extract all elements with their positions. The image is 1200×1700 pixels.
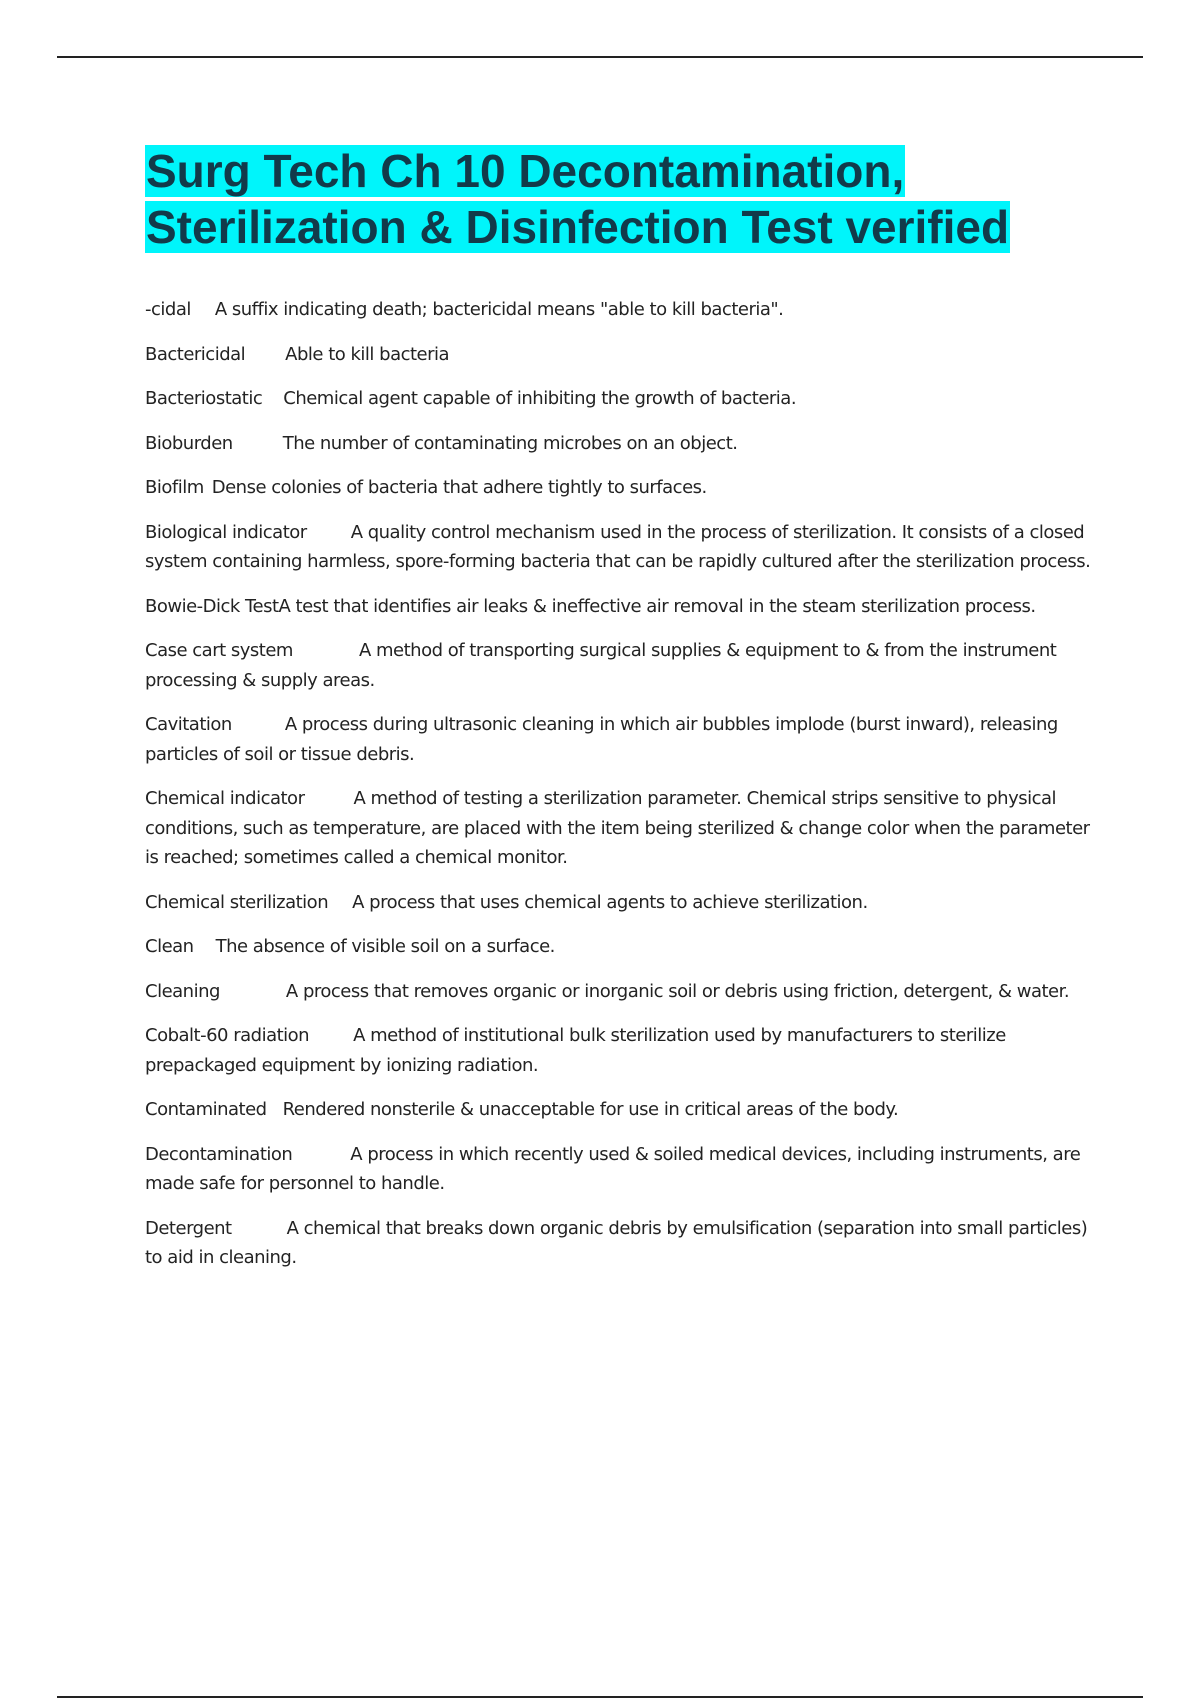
- glossary-entry-biological-indicator: [145, 518, 1095, 577]
- glossary-term: Clean: [145, 936, 194, 957]
- glossary-definition: A suffix indicating death; bactericidal means "able to kill bacteria".: [214, 299, 784, 320]
- document-body: [145, 143, 1095, 1288]
- glossary-entry-clean: [145, 932, 1095, 962]
- glossary-definition: A method of institutional bulk sterilization used by manufacturers to sterilize prepackaged equipment by ionizing radiation.: [145, 1025, 1006, 1076]
- glossary-definition: A quality control mechanism used in the process of sterilization. It consists of a closed system containing harmless, spore-forming bacteria that can be rapidly cultured after the sterilization process.: [145, 521, 1091, 572]
- glossary-term: Chemical sterilization: [145, 891, 329, 913]
- glossary-definition: Dense colonies of bacteria that adhere tightly to surfaces.: [211, 477, 707, 498]
- glossary-definition: A process that uses chemical agents to achieve sterilization.: [352, 891, 868, 913]
- glossary-definition: Chemical agent capable of inhibiting the growth of bacteria.: [283, 388, 797, 409]
- glossary-term: Contaminated: [145, 1099, 267, 1120]
- glossary-entry-bactericidal: [145, 340, 1095, 370]
- glossary-term: Bactericidal: [145, 343, 246, 365]
- glossary-entry-cavitation: [145, 710, 1095, 769]
- glossary-term: Biofilm: [145, 477, 204, 498]
- glossary-entry-chemical-indicator: [145, 784, 1095, 873]
- glossary-term: Bioburden: [145, 432, 233, 454]
- glossary-definition: A chemical that breaks down organic debris by emulsification (separation into small particles) to aid in cleaning.: [145, 1217, 1088, 1268]
- glossary-list: [145, 295, 1095, 1273]
- glossary-definition: A process in which recently used & soiled medical devices, including instruments, are made safe for personnel to handle.: [145, 1143, 1081, 1194]
- glossary-entry-bioburden: [145, 429, 1095, 459]
- glossary-term: Detergent: [145, 1217, 232, 1239]
- glossary-term: Case cart system: [145, 640, 293, 661]
- glossary-term: Chemical indicator: [145, 788, 305, 809]
- glossary-definition: A method of testing a sterilization parameter. Chemical strips sensitive to physical conditions, such as temperature, are placed with the item being sterilized & change color when the parameter is reached; sometimes called a chemical monitor.: [145, 788, 1090, 868]
- glossary-definition: Rendered nonsterile & unacceptable for use in critical areas of the body.: [282, 1099, 899, 1120]
- glossary-entry-case-cart-system: [145, 636, 1095, 695]
- glossary-entry-cobalt-60-radiation: [145, 1021, 1095, 1080]
- glossary-term: Cavitation: [145, 714, 232, 735]
- glossary-entry-bowie-dick-test: [145, 592, 1095, 622]
- glossary-definition: A test that identifies air leaks & ineffective air removal in the steam sterilization process.: [278, 595, 1036, 617]
- glossary-term: Bacteriostatic: [145, 388, 263, 409]
- glossary-entry-chemical-sterilization: [145, 888, 1095, 918]
- glossary-entry-bacteriostatic: [145, 384, 1095, 414]
- header-rule: [57, 56, 1143, 58]
- glossary-definition: The absence of visible soil on a surface.: [215, 936, 555, 957]
- glossary-entry-contaminated: [145, 1095, 1095, 1125]
- footer-rule: [57, 1696, 1143, 1698]
- glossary-entry-detergent: [145, 1214, 1095, 1273]
- glossary-definition: A process that removes organic or inorganic soil or debris using friction, detergent, & water.: [285, 980, 1070, 1002]
- glossary-entry-cleaning: [145, 977, 1095, 1007]
- glossary-term: Cleaning: [145, 980, 220, 1002]
- document-title: [145, 143, 1095, 255]
- title-highlight: Surg Tech Ch 10 Decontamination, Sterilization & Disinfection Test verified: [146, 145, 1010, 253]
- glossary-entry-decontamination: [145, 1140, 1095, 1199]
- glossary-entry-biofilm: [145, 473, 1095, 503]
- glossary-definition: Able to kill bacteria: [285, 343, 450, 365]
- glossary-entry-cidal: [145, 295, 1095, 325]
- glossary-term: -cidal: [145, 299, 191, 320]
- glossary-term: Cobalt-60 radiation: [145, 1025, 310, 1046]
- glossary-definition: The number of contaminating microbes on an object.: [282, 432, 738, 454]
- glossary-term: Decontamination: [145, 1143, 293, 1165]
- glossary-term: Biological indicator: [145, 521, 307, 543]
- glossary-definition: A process during ultrasonic cleaning in which air bubbles implode (burst inward), releasing particles of soil or tissue debris.: [145, 714, 1058, 765]
- glossary-definition: A method of transporting surgical supplies & equipment to & from the instrument processing & supply areas.: [145, 640, 1057, 691]
- glossary-term: Bowie-Dick Test: [145, 595, 279, 617]
